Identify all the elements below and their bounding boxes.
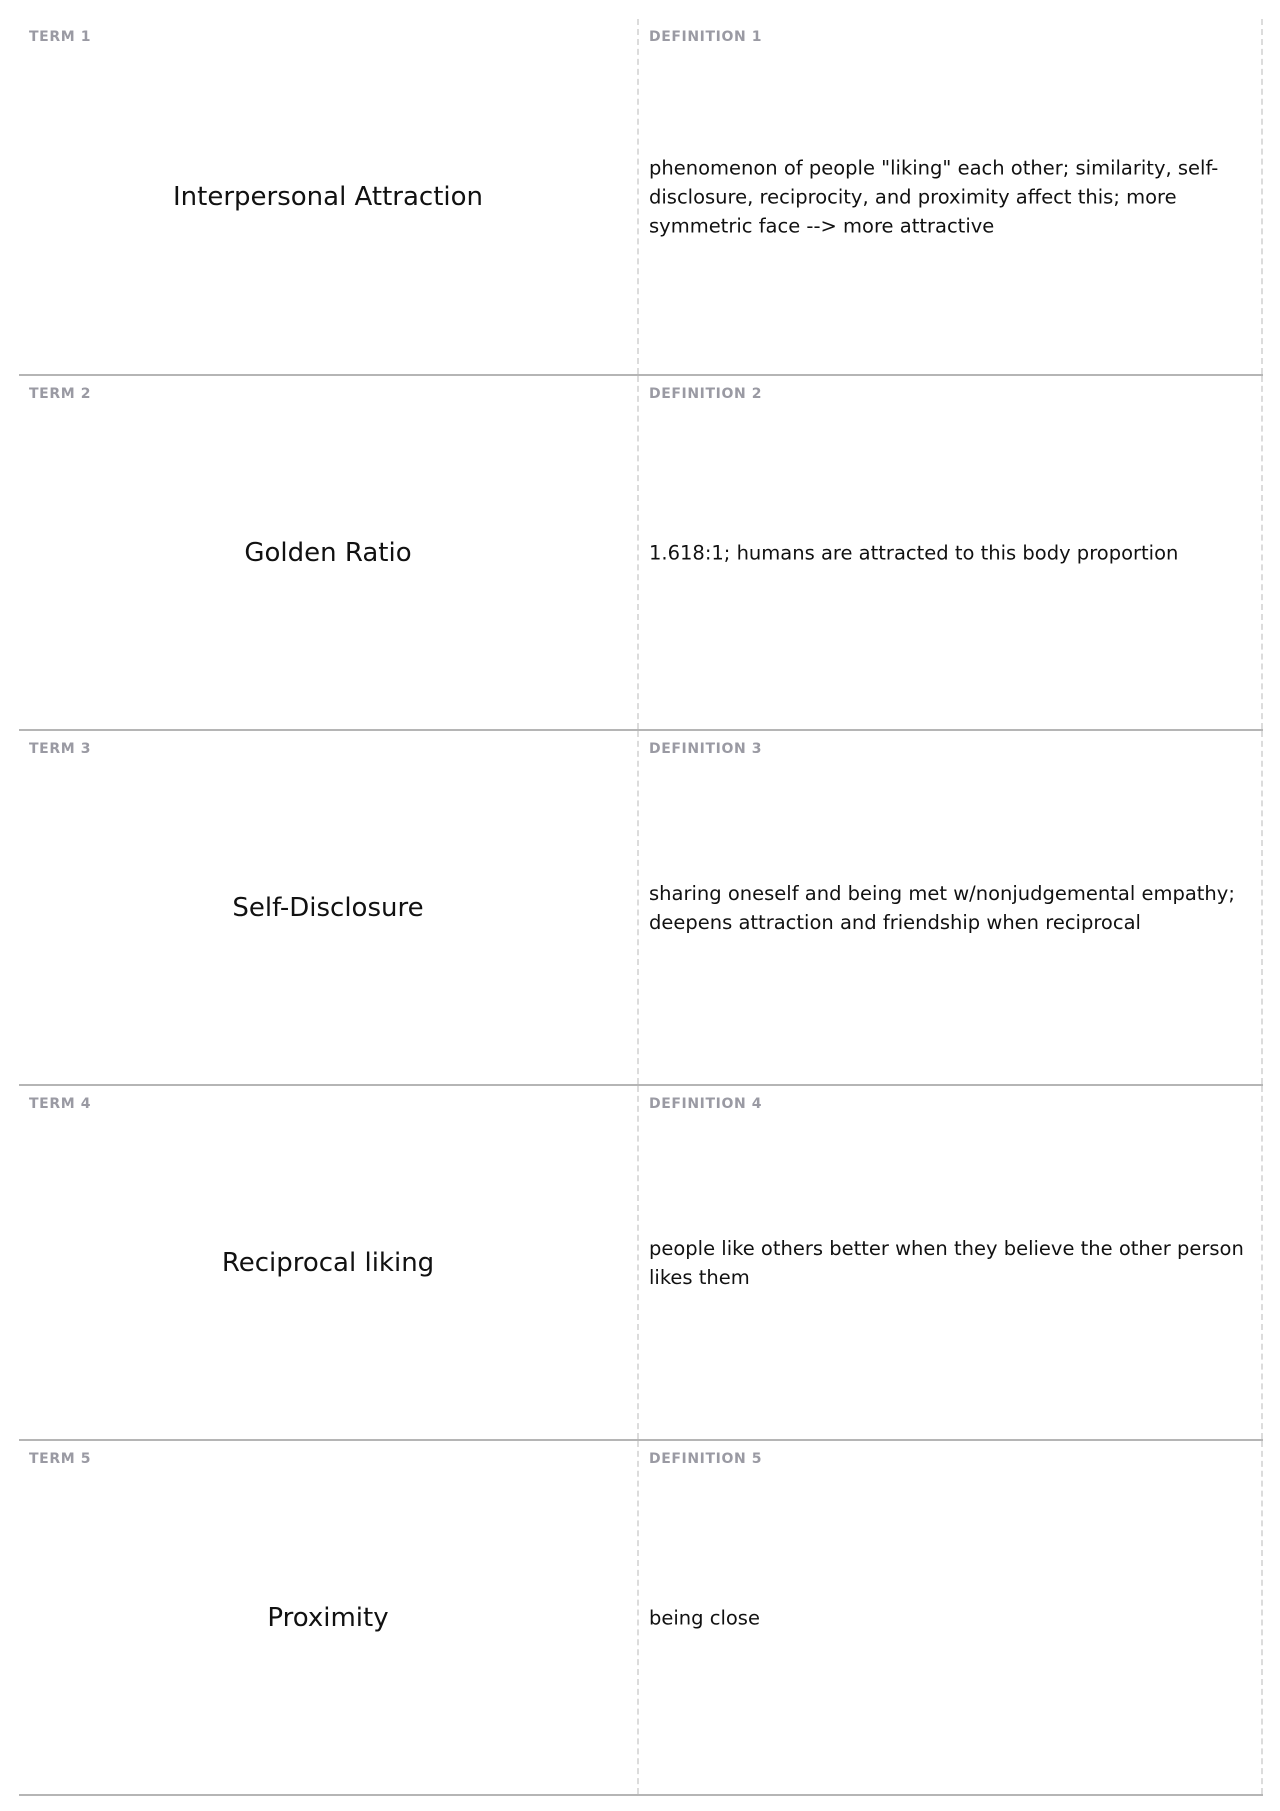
card-row xyxy=(19,376,1263,731)
definition-cell xyxy=(639,1086,1263,1439)
flashcard-sheet xyxy=(19,19,1263,1796)
term-cell xyxy=(19,731,639,1084)
term-text: Reciprocal liking xyxy=(221,1247,435,1278)
card-row xyxy=(19,1086,1263,1441)
term-label: TERM 1 xyxy=(29,29,92,45)
definition-cell xyxy=(639,376,1263,729)
term-cell xyxy=(19,1086,639,1439)
term-cell xyxy=(19,1441,639,1794)
card-row xyxy=(19,19,1263,376)
card-row xyxy=(19,731,1263,1086)
term-cell xyxy=(19,19,639,374)
term-text: Golden Ratio xyxy=(244,537,412,568)
definition-label: DEFINITION 1 xyxy=(649,29,763,45)
definition-label: DEFINITION 2 xyxy=(649,386,763,402)
definition-cell xyxy=(639,731,1263,1084)
term-label: TERM 5 xyxy=(29,1451,92,1467)
definition-text: sharing oneself and being met w/nonjudgemental empathy; deepens attraction and friendship when reciprocal xyxy=(649,881,1235,934)
term-text: Proximity xyxy=(267,1602,389,1633)
definition-label: DEFINITION 5 xyxy=(649,1451,763,1467)
term-cell xyxy=(19,376,639,729)
definition-label: DEFINITION 4 xyxy=(649,1096,763,1112)
term-label: TERM 4 xyxy=(29,1096,92,1112)
definition-text: people like others better when they believe the other person likes them xyxy=(649,1236,1244,1289)
definition-label: DEFINITION 3 xyxy=(649,741,763,757)
definition-cell xyxy=(639,19,1263,374)
term-text: Self-Disclosure xyxy=(232,892,424,923)
term-text: Interpersonal Attraction xyxy=(172,181,483,212)
definition-text: phenomenon of people "liking" each other; similarity, self-disclosure, reciprocity, and proximity affect this; more symmetric face --> more attractive xyxy=(649,156,1219,237)
definition-cell xyxy=(639,1441,1263,1794)
definition-text: 1.618:1; humans are attracted to this body proportion xyxy=(649,541,1179,564)
definition-text: being close xyxy=(649,1606,760,1629)
term-label: TERM 2 xyxy=(29,386,92,402)
term-label: TERM 3 xyxy=(29,741,92,757)
card-row xyxy=(19,1441,1263,1796)
